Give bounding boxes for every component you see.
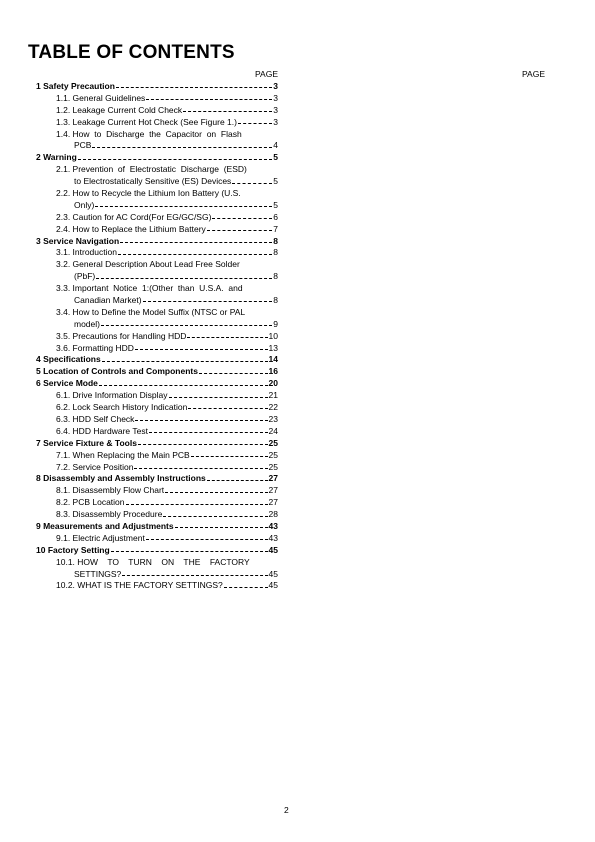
toc-page-number: 5 — [273, 176, 278, 187]
toc-entry-line[interactable] — [36, 307, 278, 319]
toc-entry-text: 9.1. Electric Adjustment — [56, 532, 145, 543]
toc-entry-line[interactable] — [36, 283, 278, 295]
toc-subsection-entry[interactable] — [36, 271, 278, 283]
toc-entry-line[interactable] — [36, 164, 278, 176]
toc-leader-dots — [99, 385, 268, 386]
toc-page-number: 8 — [273, 247, 278, 258]
toc-subsection-entry[interactable] — [36, 485, 278, 497]
toc-entry-line[interactable] — [36, 188, 278, 200]
toc-entry-text: 6.1. Drive Information Display — [56, 390, 168, 401]
toc-page-number: 8 — [273, 271, 278, 282]
toc-section-entry[interactable] — [36, 152, 278, 164]
toc-entry-text: 6.3. HDD Self Check — [56, 413, 135, 424]
toc-page-number: 45 — [268, 544, 278, 555]
toc-page-number: 3 — [273, 104, 278, 115]
toc-entry-text: PCB — [74, 140, 92, 151]
toc-entry-text: 7.1. When Replacing the Main PCB — [56, 449, 190, 460]
toc-entry-text: 5 Location of Controls and Components — [36, 366, 198, 377]
toc-entry-text: 2.4. How to Replace the Lithium Battery — [56, 223, 206, 234]
page-column-header-right: PAGE — [522, 69, 545, 79]
toc-leader-dots — [146, 99, 272, 100]
toc-subsection-entry[interactable] — [36, 331, 278, 343]
toc-leader-dots — [187, 337, 267, 338]
toc-page-number: 25 — [268, 461, 278, 472]
toc-leader-dots — [199, 373, 268, 374]
page-number: 2 — [284, 805, 289, 815]
toc-page-number: 14 — [268, 354, 278, 365]
toc-subsection-entry[interactable] — [36, 247, 278, 259]
toc-leader-dots — [232, 183, 272, 184]
toc-entry-text: 7.2. Service Position — [56, 461, 134, 472]
toc-page-number: 10 — [268, 330, 278, 341]
toc-entry-text: SETTINGS? — [74, 568, 122, 579]
toc-entry-text: 1.4. How to Discharge the Capacitor on Flash — [56, 128, 242, 139]
toc-page-number: 21 — [268, 390, 278, 401]
toc-entry-text: 3.1. Introduction — [56, 247, 117, 258]
toc-leader-dots — [120, 242, 272, 243]
toc-subsection-entry[interactable] — [36, 319, 278, 331]
toc-entry-text: 10.1. HOW TO TURN ON THE FACTORY — [56, 556, 250, 567]
toc-entry-text: 7 Service Fixture & Tools — [36, 437, 137, 448]
toc-leader-dots — [146, 539, 268, 540]
toc-subsection-entry[interactable] — [36, 402, 278, 414]
toc-leader-dots — [143, 301, 273, 302]
toc-subsection-entry[interactable] — [36, 426, 278, 438]
toc-leader-dots — [188, 408, 267, 409]
toc-leader-dots — [118, 254, 272, 255]
toc-subsection-entry[interactable] — [36, 200, 278, 212]
toc-entry-text: 3.4. How to Define the Model Suffix (NTSC or PAL — [56, 306, 246, 317]
table-of-contents — [36, 81, 278, 592]
toc-entry-text: 3.5. Precautions for Handling HDD — [56, 330, 187, 341]
toc-entry-text: 3.3. Important Notice 1:(Other than U.S.A. and — [56, 283, 243, 294]
toc-entry-text: 8.2. PCB Location — [56, 497, 125, 508]
toc-subsection-entry[interactable] — [36, 93, 278, 105]
toc-page-number: 25 — [268, 449, 278, 460]
toc-page-number: 25 — [268, 437, 278, 448]
toc-leader-dots — [207, 230, 272, 231]
toc-entry-text: 8 Disassembly and Assembly Instructions — [36, 473, 206, 484]
toc-leader-dots — [135, 349, 268, 350]
toc-page-number: 22 — [268, 402, 278, 413]
toc-subsection-entry[interactable] — [36, 569, 278, 581]
toc-section-entry[interactable] — [36, 438, 278, 450]
toc-leader-dots — [78, 159, 272, 160]
toc-leader-dots — [126, 504, 268, 505]
toc-subsection-entry[interactable] — [36, 295, 278, 307]
toc-leader-dots — [95, 206, 272, 207]
toc-entry-text: 1.3. Leakage Current Hot Check (See Figure 1.) — [56, 116, 237, 127]
toc-page-number: 27 — [268, 497, 278, 508]
toc-entry-text: Only) — [74, 199, 95, 210]
toc-entry-line[interactable] — [36, 557, 278, 569]
toc-leader-dots — [135, 420, 267, 421]
toc-subsection-entry[interactable] — [36, 497, 278, 509]
toc-page-number: 43 — [268, 520, 278, 531]
toc-section-entry[interactable] — [36, 378, 278, 390]
toc-section-entry[interactable] — [36, 81, 278, 93]
toc-leader-dots — [163, 516, 267, 517]
toc-leader-dots — [101, 325, 272, 326]
toc-entry-text: 2 Warning — [36, 152, 77, 163]
toc-subsection-entry[interactable] — [36, 140, 278, 152]
toc-page-number: 16 — [268, 366, 278, 377]
toc-leader-dots — [149, 432, 268, 433]
toc-subsection-entry[interactable] — [36, 509, 278, 521]
toc-entry-text: 1 Safety Precaution — [36, 81, 115, 91]
page-title: TABLE OF CONTENTS — [28, 42, 235, 63]
toc-section-entry[interactable] — [36, 521, 278, 533]
toc-entry-text: 9 Measurements and Adjustments — [36, 520, 174, 531]
toc-subsection-entry[interactable] — [36, 105, 278, 117]
toc-entry-text: 3.2. General Description About Lead Free Solder — [56, 259, 240, 270]
toc-leader-dots — [224, 587, 268, 588]
toc-section-entry[interactable] — [36, 354, 278, 366]
toc-entry-text: 10.2. WHAT IS THE FACTORY SETTINGS? — [56, 580, 223, 591]
toc-leader-dots — [116, 87, 272, 88]
toc-leader-dots — [92, 147, 272, 148]
toc-page-number: 45 — [268, 568, 278, 579]
toc-page-number: 8 — [273, 295, 278, 306]
toc-leader-dots — [96, 278, 272, 279]
toc-page-number: 23 — [268, 413, 278, 424]
toc-page-number: 24 — [268, 425, 278, 436]
toc-subsection-entry[interactable] — [36, 176, 278, 188]
toc-subsection-entry[interactable] — [36, 212, 278, 224]
toc-entry-text: 4 Specifications — [36, 354, 101, 365]
toc-leader-dots — [169, 397, 268, 398]
toc-entry-text: 2.1. Prevention of Electrostatic Discharge (ESD) — [56, 164, 247, 175]
toc-section-entry[interactable] — [36, 236, 278, 248]
toc-leader-dots — [111, 551, 268, 552]
toc-entry-line[interactable] — [36, 129, 278, 141]
toc-leader-dots — [207, 480, 268, 481]
toc-entry-text: 2.3. Caution for AC Cord(For EG/GC/SG) — [56, 211, 212, 222]
toc-entry-text: 6.4. HDD Hardware Test — [56, 425, 148, 436]
toc-leader-dots — [191, 456, 268, 457]
toc-section-entry[interactable] — [36, 366, 278, 378]
toc-entry-text: 1.2. Leakage Current Cold Check — [56, 104, 183, 115]
toc-page-number: 28 — [268, 509, 278, 520]
toc-leader-dots — [183, 111, 272, 112]
toc-page-number: 43 — [268, 532, 278, 543]
toc-leader-dots — [212, 218, 272, 219]
toc-page-number: 20 — [268, 378, 278, 389]
toc-entry-text: model) — [74, 318, 100, 329]
toc-subsection-entry[interactable] — [36, 117, 278, 129]
toc-page-number: 8 — [273, 235, 278, 246]
page-column-header: PAGE — [255, 69, 278, 79]
toc-leader-dots — [138, 444, 268, 445]
toc-page-number: 3 — [273, 116, 278, 127]
toc-entry-text: to Electrostatically Sensitive (ES) Devices — [74, 176, 232, 187]
toc-subsection-entry[interactable] — [36, 462, 278, 474]
toc-entry-text: 1.1. General Guidelines — [56, 92, 146, 103]
toc-entry-text: 3 Service Navigation — [36, 235, 120, 246]
toc-subsection-entry[interactable] — [36, 533, 278, 545]
toc-entry-text: 8.1. Disassembly Flow Chart — [56, 485, 165, 496]
toc-subsection-entry[interactable] — [36, 450, 278, 462]
toc-subsection-entry[interactable] — [36, 390, 278, 402]
toc-subsection-entry[interactable] — [36, 224, 278, 236]
toc-page-number: 5 — [273, 199, 278, 210]
toc-page-number: 27 — [268, 473, 278, 484]
toc-page-number: 13 — [268, 342, 278, 353]
toc-page-number: 3 — [273, 81, 278, 91]
toc-subsection-entry[interactable] — [36, 343, 278, 355]
toc-leader-dots — [102, 361, 268, 362]
toc-page-number: 27 — [268, 485, 278, 496]
toc-page-number: 7 — [273, 223, 278, 234]
toc-page-number: 45 — [268, 580, 278, 591]
toc-page-number: 9 — [273, 318, 278, 329]
toc-page-number: 6 — [273, 211, 278, 222]
toc-entry-text: 6 Service Mode — [36, 378, 98, 389]
toc-leader-dots — [165, 492, 267, 493]
toc-entry-text: 2.2. How to Recycle the Lithium Ion Battery (U.S. — [56, 188, 241, 199]
toc-section-entry[interactable] — [36, 545, 278, 557]
toc-leader-dots — [122, 575, 267, 576]
toc-entry-text: (PbF) — [74, 271, 96, 282]
toc-page-number: 3 — [273, 92, 278, 103]
toc-entry-text: 3.6. Formatting HDD — [56, 342, 134, 353]
toc-subsection-entry[interactable] — [36, 414, 278, 426]
toc-leader-dots — [134, 468, 267, 469]
toc-entry-line[interactable] — [36, 259, 278, 271]
toc-leader-dots — [238, 123, 272, 124]
toc-section-entry[interactable] — [36, 473, 278, 485]
toc-entry-text: 8.3. Disassembly Procedure — [56, 509, 163, 520]
toc-leader-dots — [175, 527, 268, 528]
toc-entry-text: 10 Factory Setting — [36, 544, 110, 555]
toc-entry-text: Canadian Market) — [74, 295, 142, 306]
toc-page-number: 4 — [273, 140, 278, 151]
toc-subsection-entry[interactable] — [36, 580, 278, 592]
toc-page-number: 5 — [273, 152, 278, 163]
toc-entry-text: 6.2. Lock Search History Indication — [56, 402, 188, 413]
